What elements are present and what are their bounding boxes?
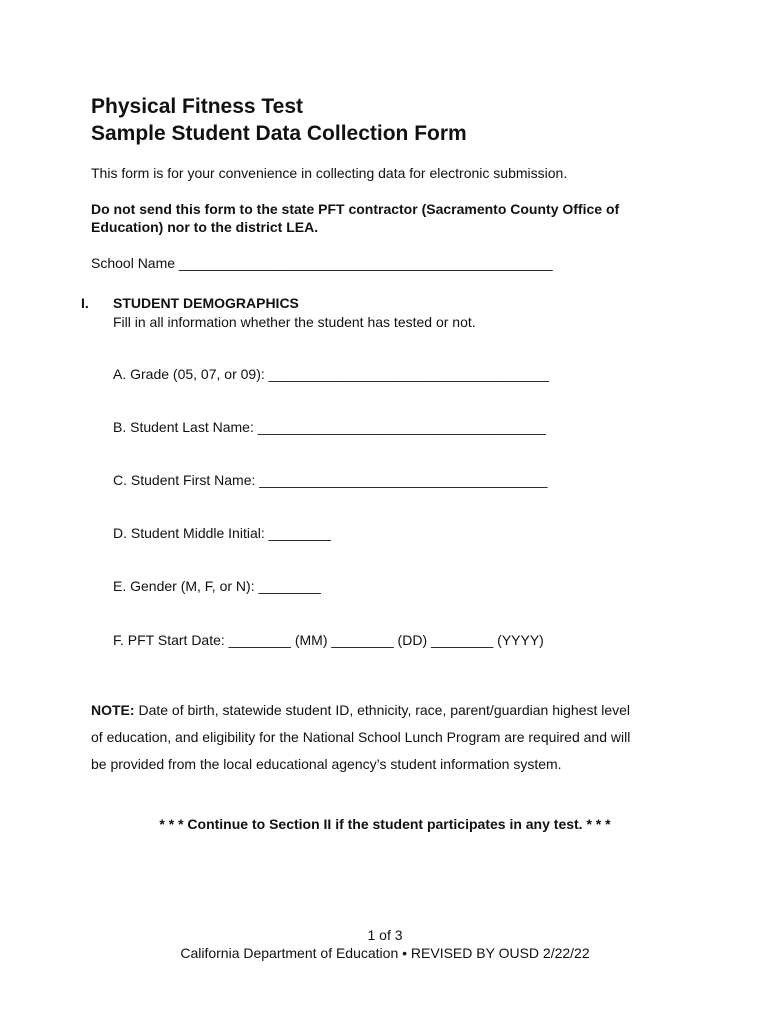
start-date-field[interactable]: F. PFT Start Date: ________ (MM) ________ (DD) ________ (YYYY) (113, 632, 544, 648)
continue-instruction: * * * Continue to Section II if the student participates in any test. * * * (159, 816, 611, 832)
grade-field[interactable]: A. Grade (05, 07, or 09): ____________________________________ (113, 366, 549, 382)
note-line-3: be provided from the local educational agency’s student information system. (91, 756, 562, 772)
school-name-field[interactable]: School Name ________________________________________________ (91, 255, 553, 271)
section-heading: STUDENT DEMOGRAPHICS (113, 295, 299, 311)
gender-field[interactable]: E. Gender (M, F, or N): ________ (113, 578, 321, 594)
section-number: I. (81, 295, 89, 311)
section-instruction: Fill in all information whether the student has tested or not. (113, 314, 476, 330)
first-name-field[interactable]: C. Student First Name: _____________________________________ (113, 472, 548, 488)
note-line-1 (91, 702, 630, 718)
warning-line-1: Do not send this form to the state PFT contractor (Sacramento County Office of (91, 201, 620, 217)
note-line-2: of education, and eligibility for the National School Lunch Program are required and will (91, 729, 631, 745)
intro-text: This form is for your convenience in collecting data for electronic submission. (91, 165, 568, 181)
title-line-1: Physical Fitness Test (91, 95, 304, 118)
page-number: 1 of 3 (367, 927, 403, 943)
title-line-2: Sample Student Data Collection Form (91, 122, 467, 145)
footer-org: California Department of Education • REVISED BY OUSD 2/22/22 (180, 945, 590, 961)
middle-initial-field[interactable]: D. Student Middle Initial: ________ (113, 525, 331, 541)
last-name-field[interactable]: B. Student Last Name: _____________________________________ (113, 419, 546, 435)
note-label: NOTE: (91, 702, 135, 718)
note-text-1: Date of birth, statewide student ID, ethnicity, race, parent/guardian highest level (134, 702, 631, 718)
warning-line-2: Education) nor to the district LEA. (91, 219, 319, 235)
